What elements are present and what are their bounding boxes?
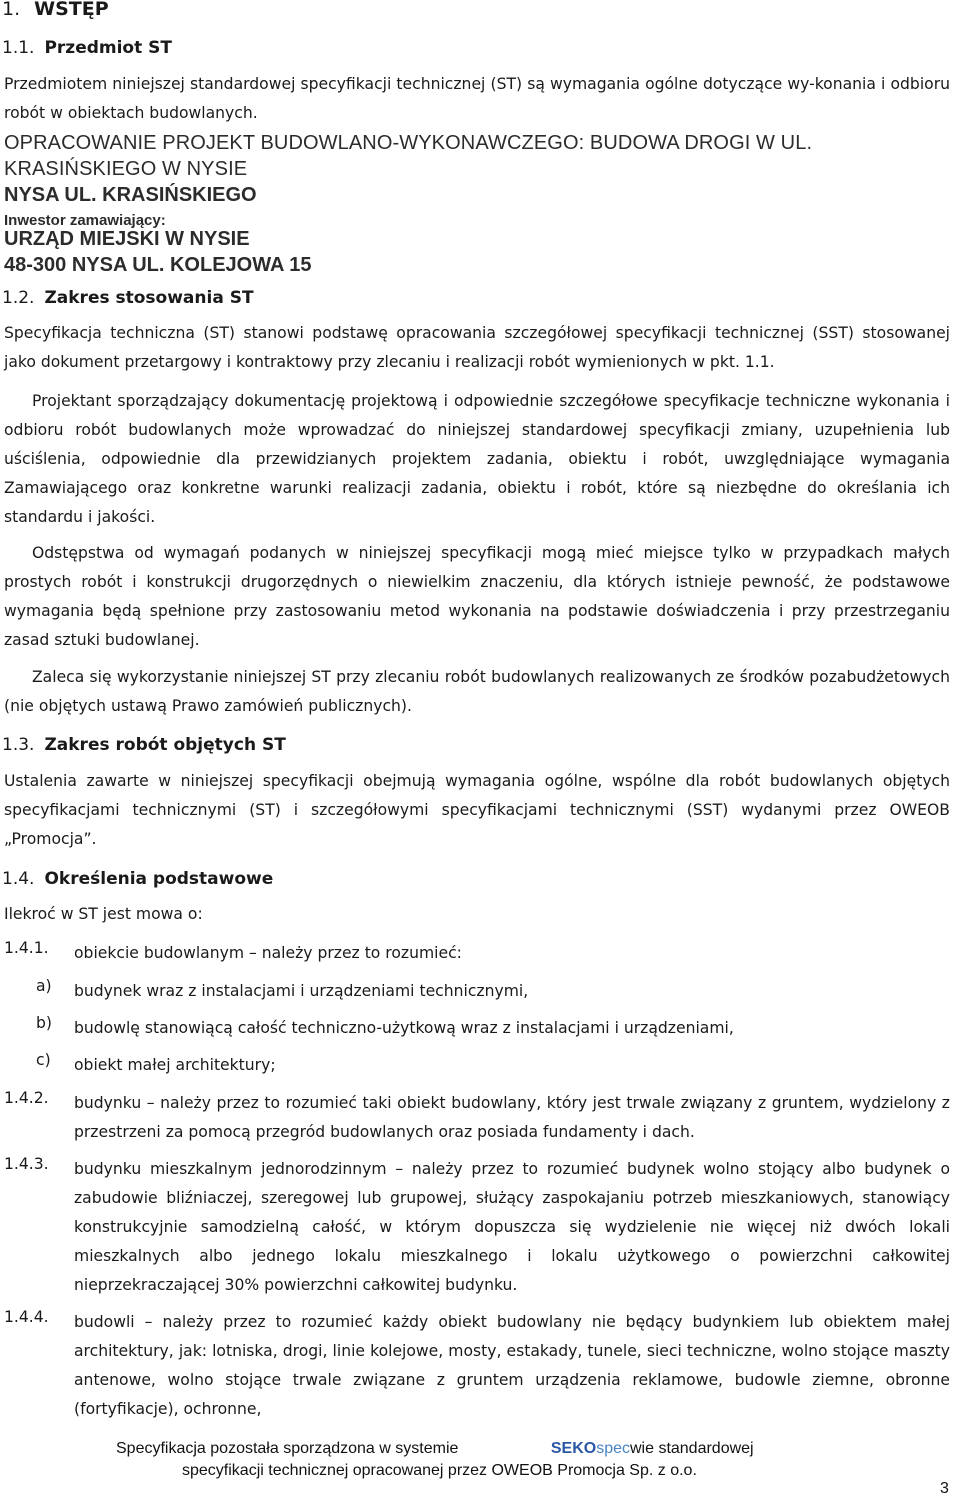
section-1-2-paragraph-1: Specyfikacja techniczna (ST) stanowi podstawę opracowania szczegółowej specyfikacji technicznej (SST) stosowanej jako dokument przetargowy i kontraktowy przy zlecaniu i realizacji robót wymienionych w pkt. 1.1. <box>4 324 950 371</box>
definition-text: obiekcie budowlanym – należy przez to rozumieć: <box>74 944 462 962</box>
sub-item-text: obiekt małej architektury; <box>74 1056 276 1074</box>
footer-line-2: specyfikacji technicznej opracowanej przez OWEOB Promocja Sp. z o.o. <box>182 1462 697 1479</box>
section-1-2-paragraph-2: Projektant sporządzający dokumentację projektową i odpowiednie szczegółowe specyfikacje techniczne wykonania i odbioru robót budowlanych może wprowadzać do niniejszej standardowej specyfikacji zmiany, uzupełnienia lub uściślenia, odpowiednie dla przewidzianych projektem zadania, obiektu i robót, uwzględniające wymagania Zamawiającego oraz konkretne warunki realizacji zadania, obiektu i robót, które są niezbędne do określania ich standardu i jakości. <box>4 392 950 526</box>
definition-number: 1.4.2. <box>4 1089 49 1107</box>
sub-item-letter: c) <box>36 1051 51 1069</box>
section-title: Zakres robót objętych ST <box>44 735 286 755</box>
section-title: Określenia podstawowe <box>44 869 274 889</box>
section-1-heading <box>2 0 109 20</box>
section-1-2-paragraph-4: Zaleca się wykorzystanie niniejszej ST przy zlecaniu robót budowlanych realizowanych ze środków pozabudżetowych (nie objętych ustawą Prawo zamówień publicznych). <box>4 668 950 715</box>
definition-text: budowli – należy przez to rozumieć każdy obiekt budowlany nie będący budynkiem lub obiektem małej architektury, jak: lotniska, drogi, linie kolejowe, mosty, estakady, tunele, sieci techniczne, wolno stojące maszty antenowe, wolno stojące trwale związane z gruntem urządzenia reklamowe, budowle ziemne, obronne (fortyfikacje), ochronne, <box>74 1313 950 1418</box>
page-number: 3 <box>940 1480 949 1497</box>
footer-suffix: wie standardowej <box>629 1440 754 1457</box>
section-number: 1.1. <box>2 38 35 58</box>
section-1-2-paragraph-3: Odstępstwa od wymagań podanych w niniejszej specyfikacji mogą mieć miejsce tylko w przypadkach małych prostych robót i konstrukcji drugorzędnych o niewielkim znaczeniu, dla których istnieje pewność, że podstawowe wymagania będą spełnione przy zastosowaniu metod wykonania na podstawie doświadczenia i przy przestrzeganiu zasad sztuki budowlanej. <box>4 544 950 649</box>
section-1-1-text: Przedmiotem niniejszej standardowej specyfikacji technicznej (ST) są wymagania ogólne dotyczące wy-konania i odbioru robót w obiektach budowlanych. <box>4 75 950 122</box>
footer-line-1 <box>116 1440 754 1458</box>
investor-address: 48-300 NYSA UL. KOLEJOWA 15 <box>4 254 312 276</box>
definition-number: 1.4.1. <box>4 939 49 957</box>
investor-label: Inwestor zamawiający: <box>4 212 166 229</box>
sub-item-text: budowlę stanowiącą całość techniczno-użytkową wraz z instalacjami i urządzeniami, <box>74 1019 734 1037</box>
project-location: NYSA UL. KRASIŃSKIEGO <box>4 184 257 206</box>
definition-number: 1.4.4. <box>4 1308 49 1326</box>
section-number: 1.4. <box>2 869 35 889</box>
section-1-3-text: Ustalenia zawarte w niniejszej specyfikacji obejmują wymagania ogólne, wspólne dla robót budowlanych objętych specyfikacjami technicznymi (ST) i szczegółowymi specyfikacjami technicznymi (SST) wydanymi przez OWEOB „Promocja”. <box>4 772 950 848</box>
section-1-4-intro: Ilekroć w ST jest mowa o: <box>4 905 203 923</box>
section-1-1-heading <box>2 38 172 58</box>
section-1-3-heading <box>2 735 286 755</box>
sub-item-text: budynek wraz z instalacjami i urządzeniami technicznymi, <box>74 982 529 1000</box>
section-title: WSTĘP <box>34 0 109 20</box>
project-line-2: KRASIŃSKIEGO W NYSIE <box>4 158 248 180</box>
section-title: Zakres stosowania ST <box>44 288 254 308</box>
sub-item-letter: b) <box>36 1014 52 1032</box>
definition-text: budynku mieszkalnym jednorodzinnym – należy przez to rozumieć budynek wolno stojący albo budynek o zabudowie bliźniaczej, szeregowej lub grupowej, służący zaspokajaniu potrzeb mieszkaniowych, stanowiący konstrukcyjnie samodzielną całość, w którym dopuszcza się wydzielenie nie więcej niż dwóch lokali mieszkalnych albo jednego lokalu mieszkalnego i lokalu użytkowego o powierzchni całkowitej nieprzekraczającej 30% powierzchni całkowitej budynku. <box>74 1160 950 1294</box>
definition-text: budynku – należy przez to rozumieć taki obiekt budowlany, który jest trwale związany z gruntem, wydzielony z przestrzeni za pomocą przegród budowlanych oraz posiada fundamenty i dach. <box>74 1094 950 1141</box>
section-number: 1. <box>2 0 21 20</box>
section-1-2-heading <box>2 288 254 308</box>
section-number: 1.3. <box>2 735 35 755</box>
section-title: Przedmiot ST <box>44 38 172 58</box>
definition-number: 1.4.3. <box>4 1155 49 1173</box>
seko-logo-text: SEKO <box>550 1440 597 1457</box>
spec-logo-text: spec <box>596 1440 630 1457</box>
footer-prefix: Specyfikacja pozostała sporządzona w systemie <box>116 1440 459 1457</box>
sub-item-letter: a) <box>36 977 52 995</box>
project-line-1: OPRACOWANIE PROJEKT BUDOWLANO-WYKONAWCZEGO: BUDOWA DROGI W UL. <box>4 132 813 154</box>
investor-name: URZĄD MIEJSKI W NYSIE <box>4 228 250 250</box>
section-number: 1.2. <box>2 288 35 308</box>
section-1-4-heading <box>2 869 273 889</box>
